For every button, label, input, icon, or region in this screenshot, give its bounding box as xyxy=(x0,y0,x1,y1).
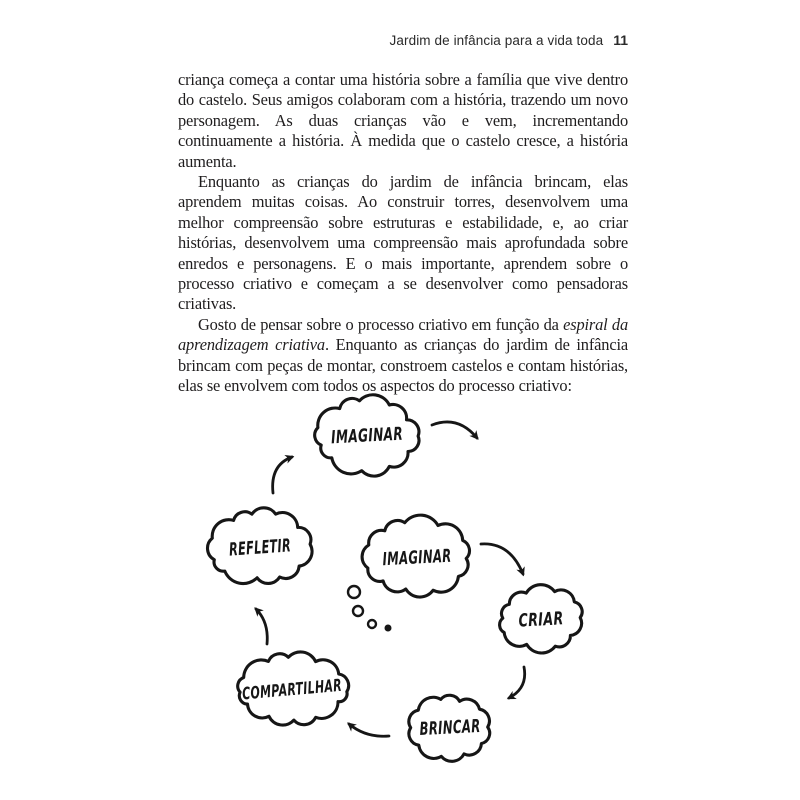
arrow-refletir-to-imaginar-top xyxy=(273,457,292,493)
arrow-compartilhar-to-refletir xyxy=(256,609,267,644)
cloud-label-refletir: REFLETIR xyxy=(228,532,329,561)
cloud-label-criar: CRIAR xyxy=(518,607,584,632)
running-header-title: Jardim de infância para a vida toda xyxy=(389,33,604,48)
body-text xyxy=(178,70,628,397)
paragraph xyxy=(178,172,628,315)
paragraph xyxy=(178,70,628,172)
cloud-label-compartilhar: COMPARTILHAR xyxy=(241,670,399,705)
arrow-imaginar-mid-to-criar xyxy=(481,544,523,574)
arrow-criar-to-brincar xyxy=(509,667,525,698)
cloud-label-brincar: BRINCAR xyxy=(419,714,514,741)
text-segment: espiral da aprendizagem criativa xyxy=(178,314,628,355)
arrow-brincar-to-compartilhar xyxy=(349,724,389,736)
thought-trail-dot xyxy=(385,625,392,632)
creative-learning-spiral-diagram xyxy=(170,385,630,795)
cloud-label-imaginar-mid: IMAGINAR xyxy=(382,543,490,571)
arrow-imaginar-top-to-next-cycle xyxy=(432,422,477,438)
page-number: 11 xyxy=(613,32,628,48)
text-segment: . Enquanto as crianças do jardim de infância brincam com peças de montar, constroem castelos e contam histórias, elas se envolvem com todos os aspectos do processo criativo: xyxy=(178,335,628,396)
thought-trail-dot xyxy=(368,620,376,628)
text-segment: Gosto de pensar sobre o processo criativo em função da xyxy=(198,314,564,334)
thought-trail-dot xyxy=(353,606,363,616)
text-segment: criança começa a contar uma história sobre a família que vive dentro do castelo. Seus amigos colaboram com a história, trazendo um novo personagem. As duas crianças vão e vem, incrementando continuamente a história. À medida que o castelo cresce, a história aumenta. xyxy=(178,70,628,171)
thought-trail-dot xyxy=(348,586,360,598)
running-header xyxy=(390,33,628,48)
text-segment: Enquanto as crianças do jardim de infância brincam, elas aprendem muitas coisas. Ao construir torres, desenvolvem uma melhor compreensão sobre estruturas e estabilidade, e, ao criar histórias, desenvolvem uma compreensão mais aprofundada sobre enredos e personagens. E o mais importante, aprendem sobre o processo criativo e começam a se desenvolver como pensadoras criativas. xyxy=(178,172,628,314)
spiral-diagram-canvas xyxy=(170,385,630,795)
cloud-label-imaginar-top: IMAGINAR xyxy=(330,421,439,449)
